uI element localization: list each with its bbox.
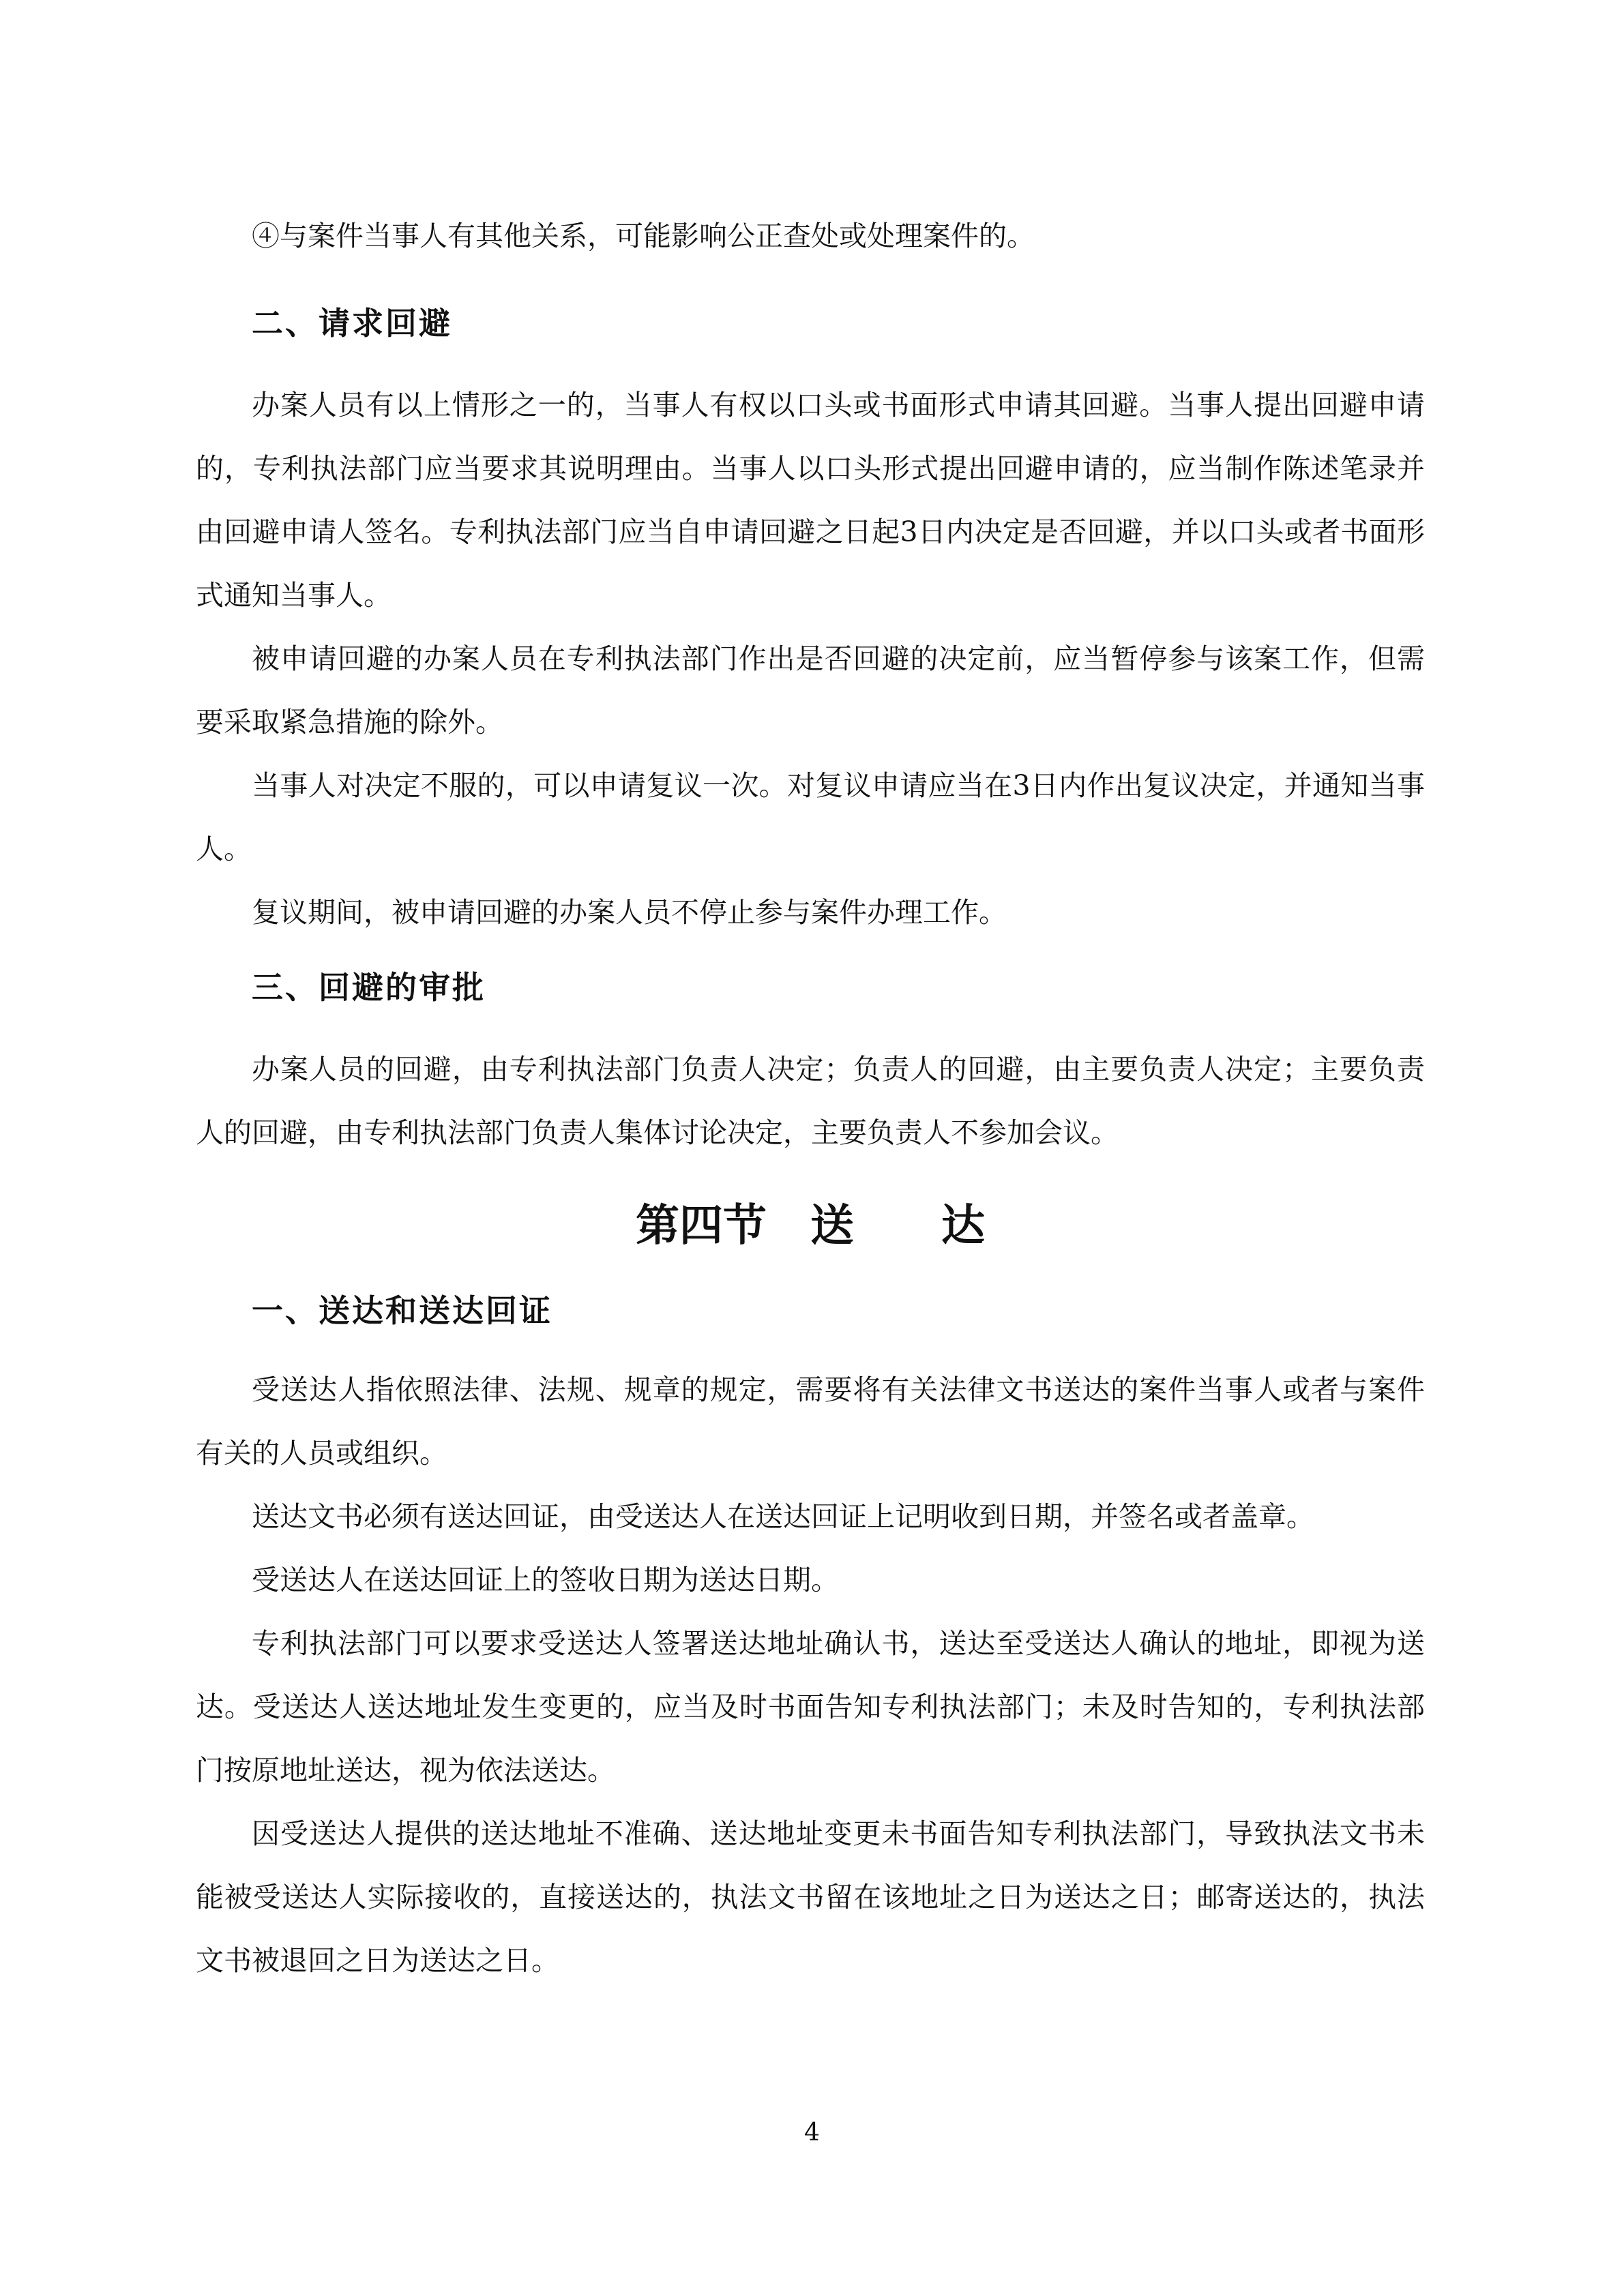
paragraph-reconsideration: 当事人对决定不服的，可以申请复议一次。对复议申请应当在3日内作出复议决定，并通知当事人。: [196, 769, 1425, 865]
heading-service-receipt: 一、送达和送达回证: [252, 1292, 552, 1329]
page-body: [196, 205, 1425, 1993]
section-title-service: 第四节 送 达: [636, 1201, 985, 1251]
paragraph-reconsideration-period: 复议期间，被申请回避的办案人员不停止参与案件办理工作。: [252, 896, 1007, 929]
heading-request-recusal: 二、请求回避: [252, 305, 452, 342]
paragraph-inaccurate-address: 因受送达人提供的送达地址不准确、送达地址变更未书面告知专利执法部门，导致执法文书未能被受送达人实际接收的，直接送达的，执法文书留在该地址之日为送达之日；邮寄送达的，执法文书被退回之日为送达之日。: [196, 1817, 1425, 1977]
paragraph-service-receipt-required: 送达文书必须有送达回证，由受送达人在送达回证上记明收到日期，并签名或者盖章。: [252, 1500, 1314, 1533]
paragraph-suspension: 被申请回避的办案人员在专利执法部门作出是否回避的决定前，应当暂停参与该案工作，但需要采取紧急措施的除外。: [196, 642, 1425, 739]
paragraph-recusal-application: 办案人员有以上情形之一的，当事人有权以口头或书面形式申请其回避。当事人提出回避申请的，专利执法部门应当要求其说明理由。当事人以口头形式提出回避申请的，应当制作陈述笔录并由回避申请人签名。专利执法部门应当自申请回避之日起3日内决定是否回避，并以口头或者书面形式通知当事人。: [196, 389, 1425, 612]
heading-recusal-approval: 三、回避的审批: [252, 969, 486, 1006]
paragraph-service-date: 受送达人在送达回证上的签收日期为送达日期。: [252, 1564, 839, 1596]
paragraph-address-confirmation: 专利执法部门可以要求受送达人签署送达地址确认书，送达至受送达人确认的地址，即视为送达。受送达人送达地址发生变更的，应当及时书面告知专利执法部门；未及时告知的，专利执法部门按原地址送达，视为依法送达。: [196, 1627, 1425, 1787]
page-number: 4: [804, 2119, 820, 2147]
paragraph-circumstance-4: ④与案件当事人有其他关系，可能影响公正查处或处理案件的。: [252, 220, 1035, 252]
paragraph-recipient-definition: 受送达人指依照法律、法规、规章的规定，需要将有关法律文书送达的案件当事人或者与案件有关的人员或组织。: [196, 1373, 1425, 1470]
paragraph-approval-authority: 办案人员的回避，由专利执法部门负责人决定；负责人的回避，由主要负责人决定；主要负责人的回避，由专利执法部门负责人集体讨论决定，主要负责人不参加会议。: [196, 1053, 1425, 1149]
